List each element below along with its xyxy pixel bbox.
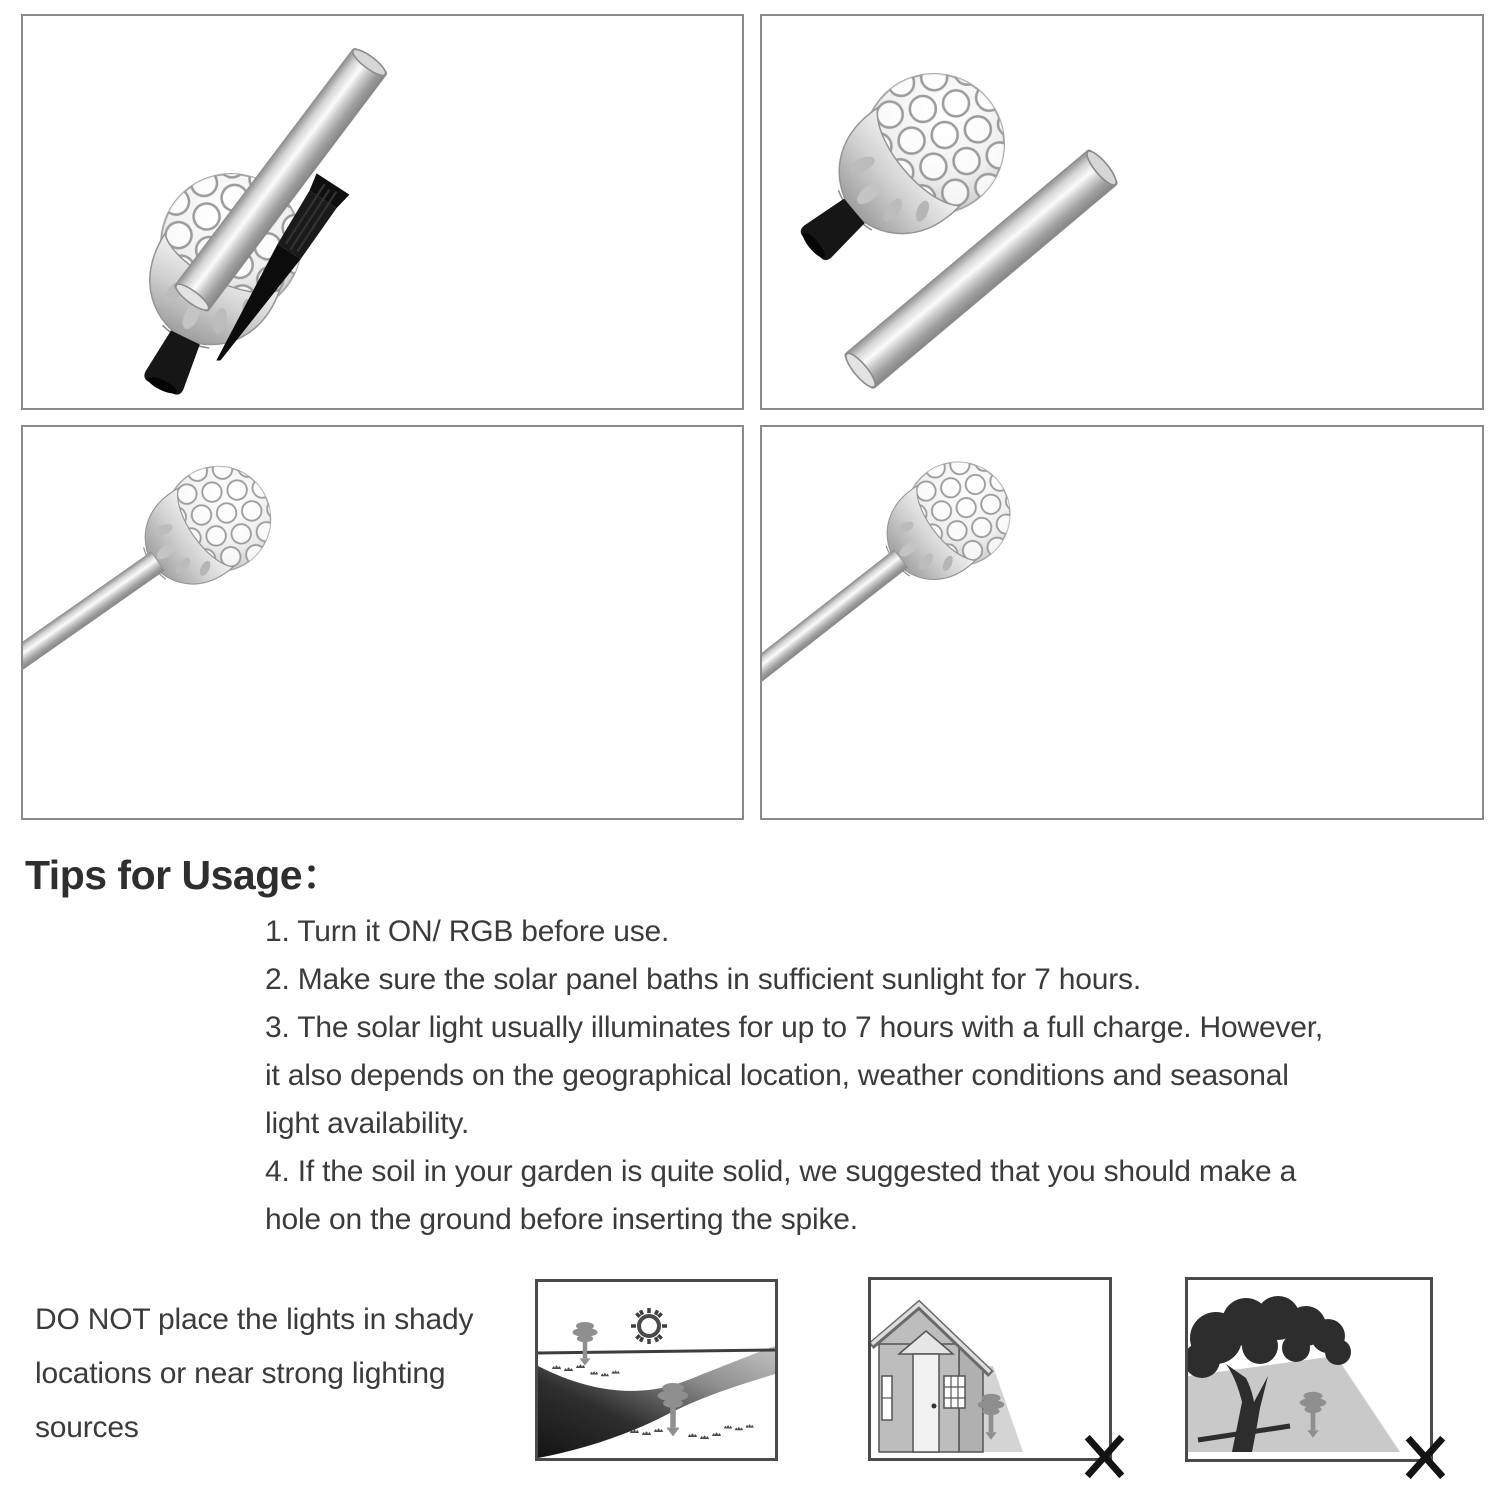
tip-line: 1. Turn it ON/ RGB before use. <box>265 915 670 948</box>
tip-line: 3. The solar light usually illuminates for up to 7 hours with a full charge. However, <box>265 1011 1323 1044</box>
warning-text <box>35 1293 473 1455</box>
flower-icon <box>552 1365 585 1372</box>
x-mark-icon <box>1404 1435 1448 1481</box>
sun-icon <box>631 1308 667 1344</box>
step-4-panel <box>760 425 1484 820</box>
x-mark-icon <box>1083 1434 1127 1480</box>
garden-light-icon <box>572 1322 597 1366</box>
flower-icon <box>590 1370 620 1376</box>
assembled-light <box>762 441 1031 818</box>
tips-list <box>265 908 1323 1244</box>
tree-shade-scene <box>1188 1280 1430 1459</box>
tips-heading: Tips for Usage： <box>25 852 343 898</box>
tree-shade-illustration <box>1185 1277 1433 1462</box>
tip-line: it also depends on the geographical location, weather conditions and seasonal <box>265 1059 1289 1092</box>
sunny-garden-scene <box>538 1282 775 1458</box>
tip-line: light availability. <box>265 1107 470 1140</box>
step-1-panel <box>21 14 744 410</box>
door-knob <box>932 1404 937 1409</box>
flower-icon <box>724 1424 754 1430</box>
tip-line: 4. If the soil in your garden is quite solid, we suggested that you should make a <box>265 1155 1297 1188</box>
garden-path <box>538 1346 775 1458</box>
steel-tube-icon <box>762 550 908 718</box>
step-2-attach-tube-illustration <box>762 16 1482 408</box>
warning-line: locations or near strong lighting <box>35 1357 446 1390</box>
assembled-light-with-loose-spike <box>23 446 291 818</box>
flower-icon <box>630 1429 663 1436</box>
flower-icon <box>688 1433 721 1440</box>
house-window <box>944 1376 965 1408</box>
tip-line: 2. Make sure the solar panel baths in sufficient sunlight for 7 hours. <box>265 963 1141 996</box>
step-2-panel <box>760 14 1484 410</box>
house-shade-illustration <box>868 1277 1112 1461</box>
step-3-attach-spike-illustration <box>23 427 742 818</box>
tip-line: hole on the ground before inserting the spike. <box>265 1203 858 1236</box>
sunny-garden-illustration <box>535 1279 778 1461</box>
house-shade-scene <box>871 1280 1109 1458</box>
step-1-parts-illustration <box>23 16 742 408</box>
step-4-assembled-illustration <box>762 427 1482 818</box>
steel-tube-icon <box>23 552 164 712</box>
warning-line: sources <box>35 1411 139 1444</box>
warning-line: DO NOT place the lights in shady <box>35 1303 474 1336</box>
horizon-line <box>538 1350 775 1353</box>
step-3-panel <box>21 425 744 820</box>
crystal-ball-head-icon <box>122 446 291 608</box>
house-door <box>913 1354 939 1452</box>
